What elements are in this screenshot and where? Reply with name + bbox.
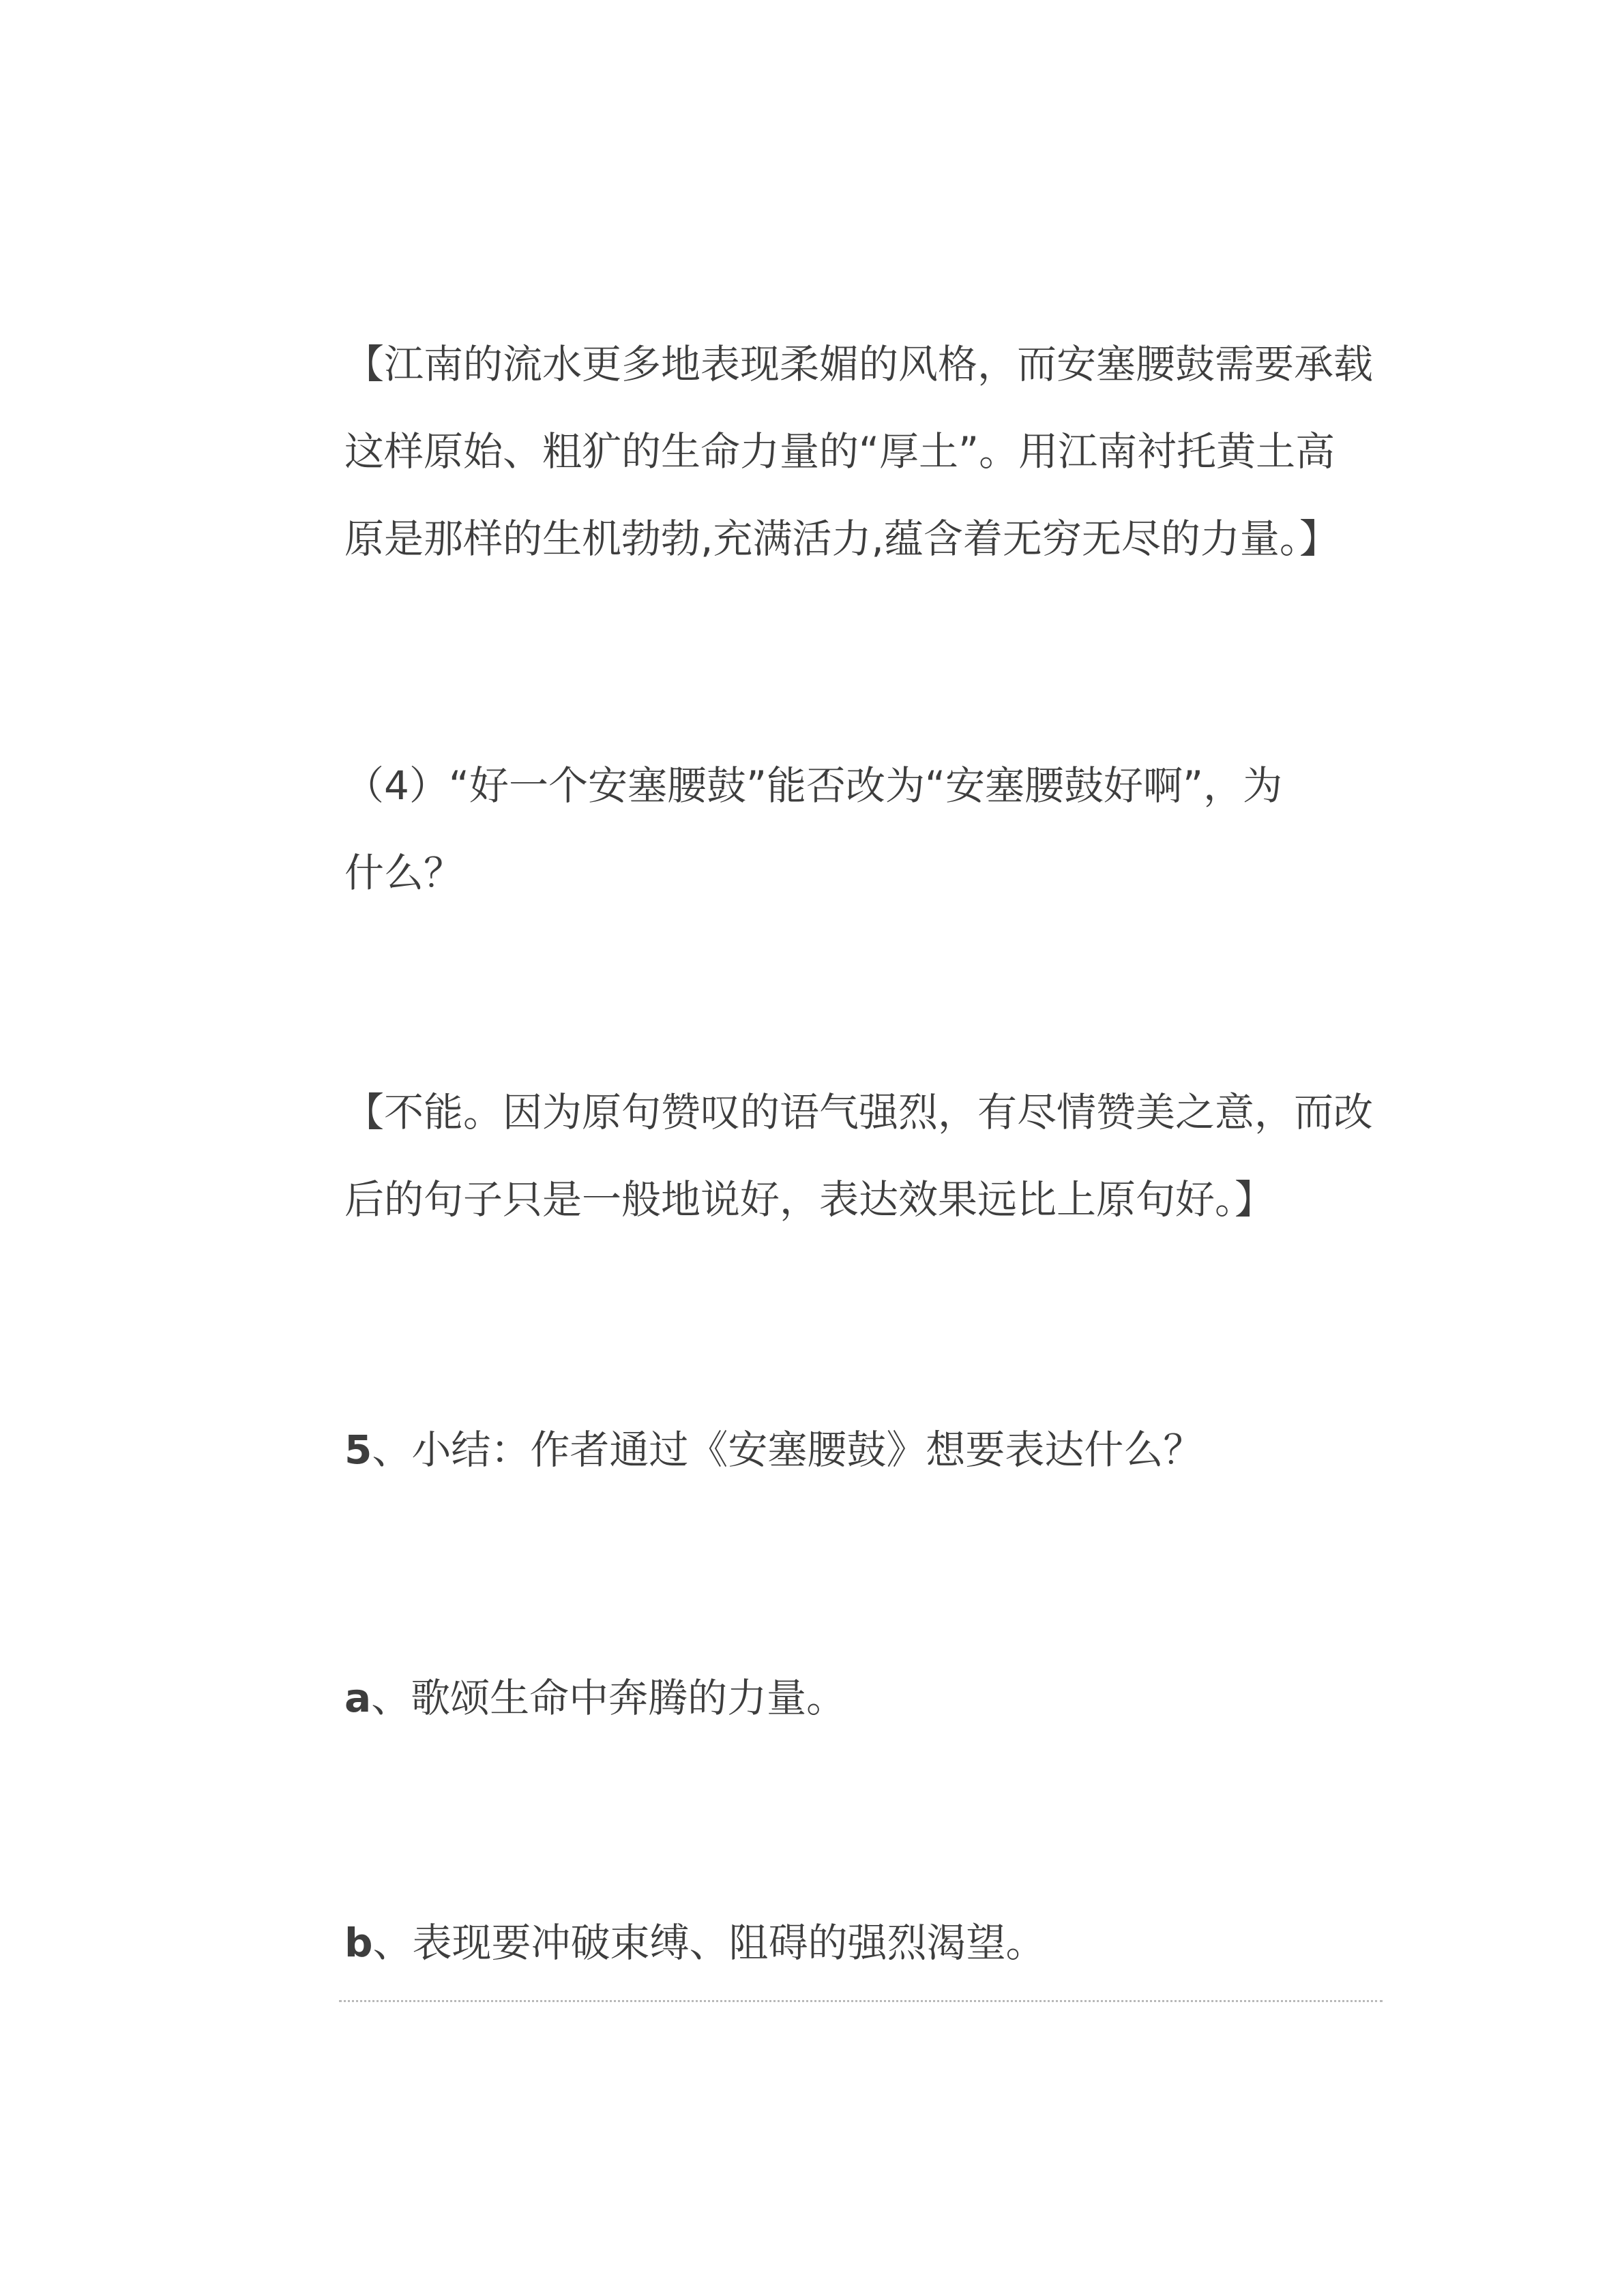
question-4-line-1: （4）“好一个安塞腰鼓”能否改为“安塞腰鼓好啊”，为	[344, 762, 1283, 809]
summary-number: 5	[344, 1427, 372, 1473]
question-4-line-2: 什么？	[344, 850, 464, 896]
answer-3-paragraph	[344, 320, 1385, 582]
dotted-divider	[339, 2000, 1383, 2002]
summary-line	[344, 1406, 1385, 1493]
answer-3-line-2: 这样原始、粗犷的生命力量的“厚土”。用江南衬托黄土高	[344, 428, 1335, 475]
point-b-text: 、表现要冲破束缚、阻碍的强烈渴望。	[372, 1920, 1046, 1966]
answer-3-line-3: 原是那样的生机勃勃,充满活力,蕴含着无穷无尽的力量。】	[344, 516, 1339, 562]
summary-text: 、小结：作者通过《安塞腰鼓》想要表达什么？	[372, 1427, 1203, 1473]
answer-4-line-1: 【不能。因为原句赞叹的语气强烈，有尽情赞美之意，而改	[344, 1089, 1374, 1135]
answer-4-line-2: 后的句子只是一般地说好，表达效果远比上原句好。】	[344, 1176, 1275, 1223]
point-b	[344, 1899, 1385, 1986]
answer-4-paragraph	[344, 1069, 1385, 1243]
question-4-paragraph	[344, 742, 1385, 916]
point-b-marker: b	[344, 1920, 373, 1966]
point-a-marker: a	[344, 1675, 372, 1721]
point-a-line	[344, 1654, 1385, 1742]
point-b-line	[344, 1899, 1385, 1986]
point-a-text: 、歌颂生命中奔腾的力量。	[371, 1675, 846, 1721]
point-a	[344, 1654, 1385, 1742]
answer-3-line-1: 【江南的流水更多地表现柔媚的风格，而安塞腰鼓需要承载	[344, 341, 1374, 387]
summary-question	[344, 1406, 1385, 1493]
